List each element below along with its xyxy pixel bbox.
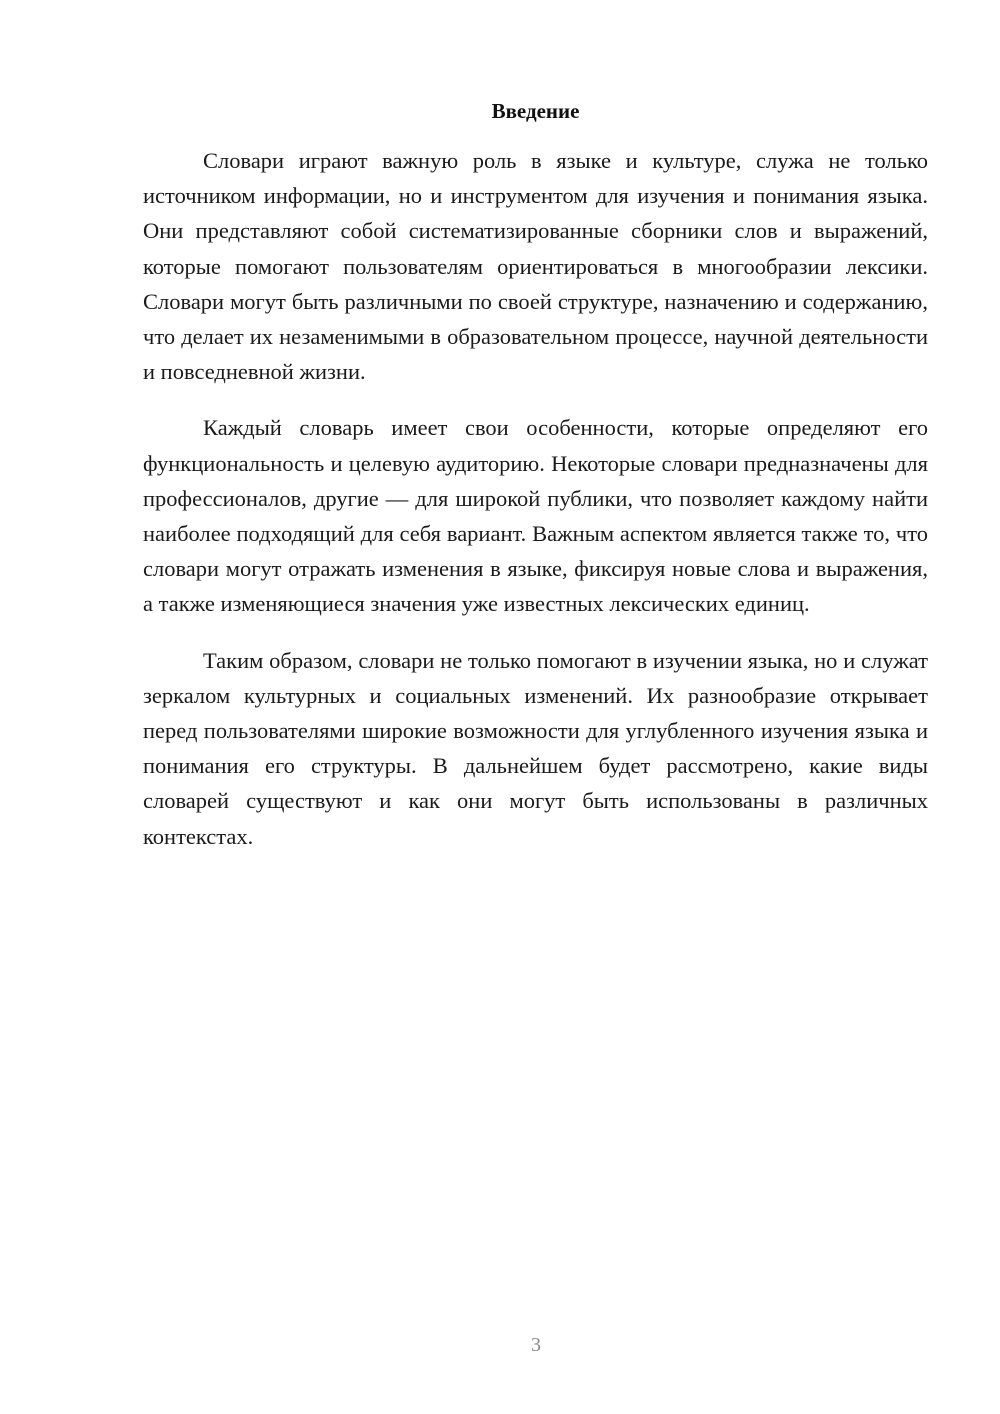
page-content bbox=[143, 96, 928, 875]
page-title: Введение bbox=[491, 99, 580, 123]
page-number: 3 bbox=[531, 1334, 541, 1356]
paragraph-3: Таким образом, словари не только помогают в изучении языка, но и служат зеркалом культурных и социальных изменений. Их разнообразие открывает перед пользователями широкие возможности для углубленного изучения языка и понимания его структуры. В дальнейшем будет рассмотрено, какие виды словарей существуют и как они могут быть использованы в различных контекстах. bbox=[143, 647, 928, 849]
paragraph-2: Каждый словарь имеет свои особенности, которые определяют его функциональность и целевую аудиторию. Некоторые словари предназначены для профессионалов, другие — для широкой публики, что позволяет каждому найти наиболее подходящий для себя вариант. Важным аспектом является также то, что словари могут отражать изменения в языке, фиксируя новые слова и выражения, а также изменяющиеся значения уже известных лексических единиц. bbox=[143, 415, 928, 617]
paragraph-1: Словари играют важную роль в языке и культуре, служа не только источником информации, но и инструментом для изучения и понимания языка. Они представляют собой систематизированные сборники слов и выражений, которые помогают пользователям ориентироваться в многообразии лексики. Словари могут быть различными по своей структуре, назначению и содержанию, что делает их незаменимыми в образовательном процессе, научной деятельности и повседневной жизни. bbox=[143, 148, 928, 385]
